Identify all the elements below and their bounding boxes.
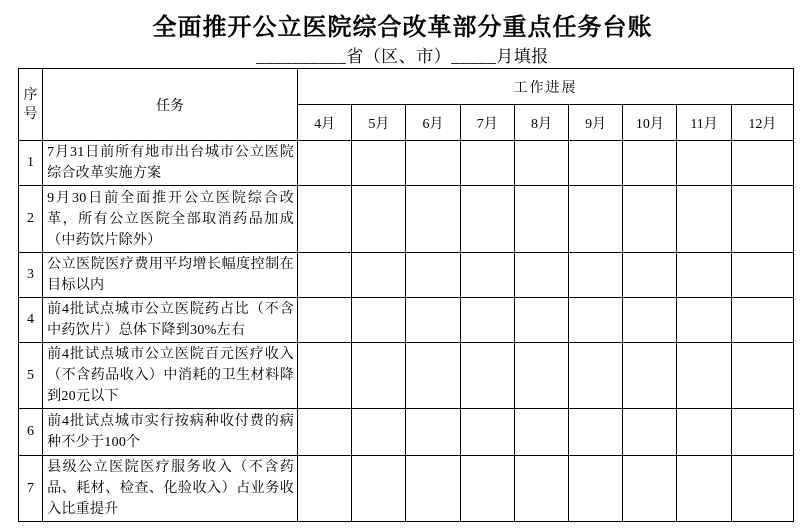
month-header-jul: 7月 bbox=[460, 105, 514, 141]
progress-cell[interactable] bbox=[352, 409, 406, 456]
table-row bbox=[19, 409, 794, 456]
header-progress: 工作进展 bbox=[298, 69, 794, 105]
progress-cell[interactable] bbox=[406, 186, 460, 253]
progress-cell[interactable] bbox=[298, 253, 352, 298]
row-number: 7 bbox=[19, 456, 43, 522]
progress-cell[interactable] bbox=[569, 343, 623, 409]
progress-cell[interactable] bbox=[569, 456, 623, 522]
month-header-apr: 4月 bbox=[298, 105, 352, 141]
progress-cell[interactable] bbox=[460, 186, 514, 253]
row-number: 3 bbox=[19, 253, 43, 298]
progress-cell[interactable] bbox=[623, 186, 677, 253]
progress-cell[interactable] bbox=[677, 343, 731, 409]
progress-cell[interactable] bbox=[352, 253, 406, 298]
row-number: 2 bbox=[19, 186, 43, 253]
task-text: 县级公立医院医疗服务收入（不含药品、耗材、检查、化验收入）占业务收入比重提升 bbox=[43, 456, 298, 522]
progress-cell[interactable] bbox=[460, 298, 514, 343]
progress-cell[interactable] bbox=[569, 141, 623, 186]
progress-cell[interactable] bbox=[623, 253, 677, 298]
month-header-sep: 9月 bbox=[569, 105, 623, 141]
progress-cell[interactable] bbox=[623, 141, 677, 186]
province-blank[interactable]: __________ bbox=[256, 47, 347, 66]
progress-cell[interactable] bbox=[623, 409, 677, 456]
progress-cell[interactable] bbox=[569, 186, 623, 253]
page-subtitle bbox=[0, 42, 805, 67]
progress-cell[interactable] bbox=[623, 343, 677, 409]
task-text: 前4批试点城市公立医院百元医疗收入（不含药品收入）中消耗的卫生材料降到20元以下 bbox=[43, 343, 298, 409]
month-header-aug: 8月 bbox=[514, 105, 568, 141]
row-number: 1 bbox=[19, 141, 43, 186]
month-header-oct: 10月 bbox=[623, 105, 677, 141]
progress-cell[interactable] bbox=[514, 409, 568, 456]
progress-cell[interactable] bbox=[352, 186, 406, 253]
progress-cell[interactable] bbox=[352, 456, 406, 522]
progress-cell[interactable] bbox=[569, 298, 623, 343]
progress-cell[interactable] bbox=[514, 456, 568, 522]
progress-cell[interactable] bbox=[731, 141, 793, 186]
task-ledger-table bbox=[18, 68, 794, 522]
table-row bbox=[19, 456, 794, 522]
progress-cell[interactable] bbox=[298, 343, 352, 409]
task-text: 9月30日前全面推开公立医院综合改革，所有公立医院全部取消药品加成（中药饮片除外） bbox=[43, 186, 298, 253]
progress-cell[interactable] bbox=[569, 253, 623, 298]
progress-cell[interactable] bbox=[406, 456, 460, 522]
progress-cell[interactable] bbox=[460, 409, 514, 456]
progress-cell[interactable] bbox=[298, 456, 352, 522]
table-row bbox=[19, 253, 794, 298]
progress-cell[interactable] bbox=[514, 141, 568, 186]
task-text: 前4批试点城市公立医院药占比（不含中药饮片）总体下降到30%左右 bbox=[43, 298, 298, 343]
row-number: 6 bbox=[19, 409, 43, 456]
header-task: 任务 bbox=[43, 69, 298, 141]
progress-cell[interactable] bbox=[298, 298, 352, 343]
progress-cell[interactable] bbox=[677, 298, 731, 343]
month-header-nov: 11月 bbox=[677, 105, 731, 141]
task-text: 7月31日前所有地市出台城市公立医院综合改革实施方案 bbox=[43, 141, 298, 186]
progress-cell[interactable] bbox=[460, 253, 514, 298]
progress-cell[interactable] bbox=[406, 409, 460, 456]
progress-cell[interactable] bbox=[406, 141, 460, 186]
progress-cell[interactable] bbox=[731, 253, 793, 298]
progress-cell[interactable] bbox=[406, 298, 460, 343]
month-header-dec: 12月 bbox=[731, 105, 793, 141]
progress-cell[interactable] bbox=[298, 186, 352, 253]
progress-cell[interactable] bbox=[514, 343, 568, 409]
row-number: 4 bbox=[19, 298, 43, 343]
progress-cell[interactable] bbox=[623, 298, 677, 343]
month-blank[interactable]: _____ bbox=[451, 47, 497, 66]
progress-cell[interactable] bbox=[569, 409, 623, 456]
progress-cell[interactable] bbox=[677, 253, 731, 298]
page-title: 全面推开公立医院综合改革部分重点任务台账 bbox=[152, 15, 653, 41]
progress-cell[interactable] bbox=[677, 141, 731, 186]
progress-cell[interactable] bbox=[731, 456, 793, 522]
header-index: 序号 bbox=[19, 69, 43, 141]
progress-cell[interactable] bbox=[352, 141, 406, 186]
progress-cell[interactable] bbox=[677, 186, 731, 253]
progress-cell[interactable] bbox=[731, 409, 793, 456]
table-row bbox=[19, 298, 794, 343]
progress-cell[interactable] bbox=[460, 456, 514, 522]
progress-cell[interactable] bbox=[623, 456, 677, 522]
progress-cell[interactable] bbox=[731, 343, 793, 409]
progress-cell[interactable] bbox=[406, 343, 460, 409]
table-row bbox=[19, 343, 794, 409]
row-number: 5 bbox=[19, 343, 43, 409]
progress-cell[interactable] bbox=[406, 253, 460, 298]
progress-cell[interactable] bbox=[298, 409, 352, 456]
table-row bbox=[19, 186, 794, 253]
progress-cell[interactable] bbox=[731, 298, 793, 343]
progress-cell[interactable] bbox=[731, 186, 793, 253]
task-text: 前4批试点城市实行按病种收付费的病种不少于100个 bbox=[43, 409, 298, 456]
month-label: 月填报 bbox=[496, 47, 549, 66]
progress-cell[interactable] bbox=[352, 343, 406, 409]
progress-cell[interactable] bbox=[677, 409, 731, 456]
province-label: 省（区、市） bbox=[346, 47, 452, 66]
month-header-jun: 6月 bbox=[406, 105, 460, 141]
progress-cell[interactable] bbox=[514, 253, 568, 298]
progress-cell[interactable] bbox=[352, 298, 406, 343]
task-text: 公立医院医疗费用平均增长幅度控制在目标以内 bbox=[43, 253, 298, 298]
month-header-may: 5月 bbox=[352, 105, 406, 141]
progress-cell[interactable] bbox=[514, 186, 568, 253]
progress-cell[interactable] bbox=[298, 141, 352, 186]
progress-cell[interactable] bbox=[677, 456, 731, 522]
table-row bbox=[19, 141, 794, 186]
progress-cell[interactable] bbox=[460, 343, 514, 409]
progress-cell[interactable] bbox=[460, 141, 514, 186]
progress-cell[interactable] bbox=[514, 298, 568, 343]
